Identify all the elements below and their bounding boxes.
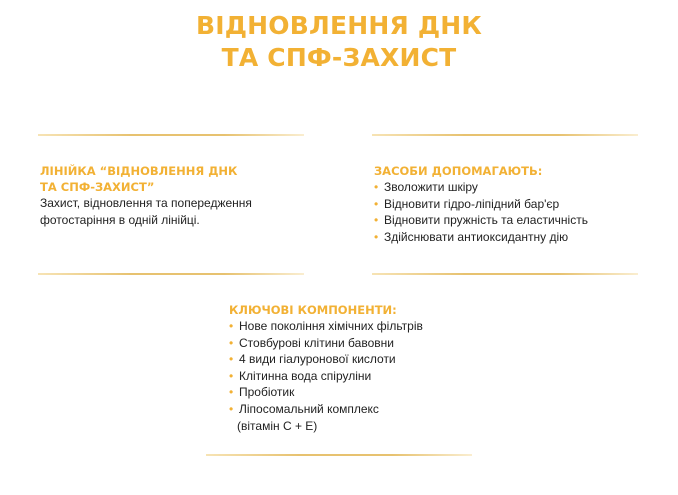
list-item: • Клітинна вода спіруліни [229, 368, 372, 383]
title-line-1: ВІДНОВЛЕННЯ ДНК [195, 11, 483, 40]
list-item: • Відновити гідро-ліпідний бар'єр [374, 196, 560, 211]
line-description-block [40, 163, 252, 229]
list-item: • Ліпосомальний комплекс [229, 401, 379, 416]
components-continuation: (вітамін С + Е) [237, 418, 318, 433]
line-heading-2: ТА СПФ-ЗАХИСТ” [40, 180, 155, 194]
list-item: • Стовбурові клітини бавовни [229, 335, 394, 350]
bullet-icon: • [374, 213, 379, 228]
bullet-icon: • [374, 229, 379, 244]
components-block [229, 302, 423, 434]
bullet-icon: • [229, 401, 234, 416]
page-title [0, 10, 678, 74]
means-block [374, 163, 588, 245]
bullet-icon: • [229, 335, 234, 350]
list-item: • Зволожити шкіру [374, 180, 478, 194]
bullet-icon: • [229, 368, 234, 383]
line-description-2: фотостаріння в одній лінійці. [40, 213, 200, 227]
means-list [374, 179, 588, 245]
list-item: • Пробіотик [229, 385, 295, 400]
list-item: • 4 види гіалуронової кислоти [229, 352, 396, 367]
bullet-icon: • [229, 352, 234, 367]
list-item: • Відновити пружність та еластичність [374, 213, 588, 228]
means-heading: ЗАСОБИ ДОПОМАГАЮТЬ: [374, 164, 543, 178]
bullet-icon: • [229, 385, 234, 400]
divider-bottom [206, 454, 472, 456]
bullet-icon: • [229, 319, 234, 333]
components-heading: КЛЮЧОВІ КОМПОНЕНТИ: [229, 303, 397, 317]
divider-top-right [372, 134, 638, 136]
line-heading-1: ЛІНІЙКА “ВІДНОВЛЕННЯ ДНК [40, 164, 238, 178]
list-item: • Здійснювати антиоксидантну дію [374, 229, 569, 244]
divider-top-left [38, 134, 304, 136]
components-list [229, 318, 423, 418]
divider-mid-right [372, 273, 638, 275]
title-line-2: ТА СПФ-ЗАХИСТ [221, 43, 457, 72]
bullet-icon: • [374, 180, 379, 194]
line-description-1: Захист, відновлення та попередження [40, 196, 252, 210]
list-item: • Нове покоління хімічних фільтрів [229, 319, 423, 333]
divider-mid-left [38, 273, 304, 275]
bullet-icon: • [374, 196, 379, 211]
